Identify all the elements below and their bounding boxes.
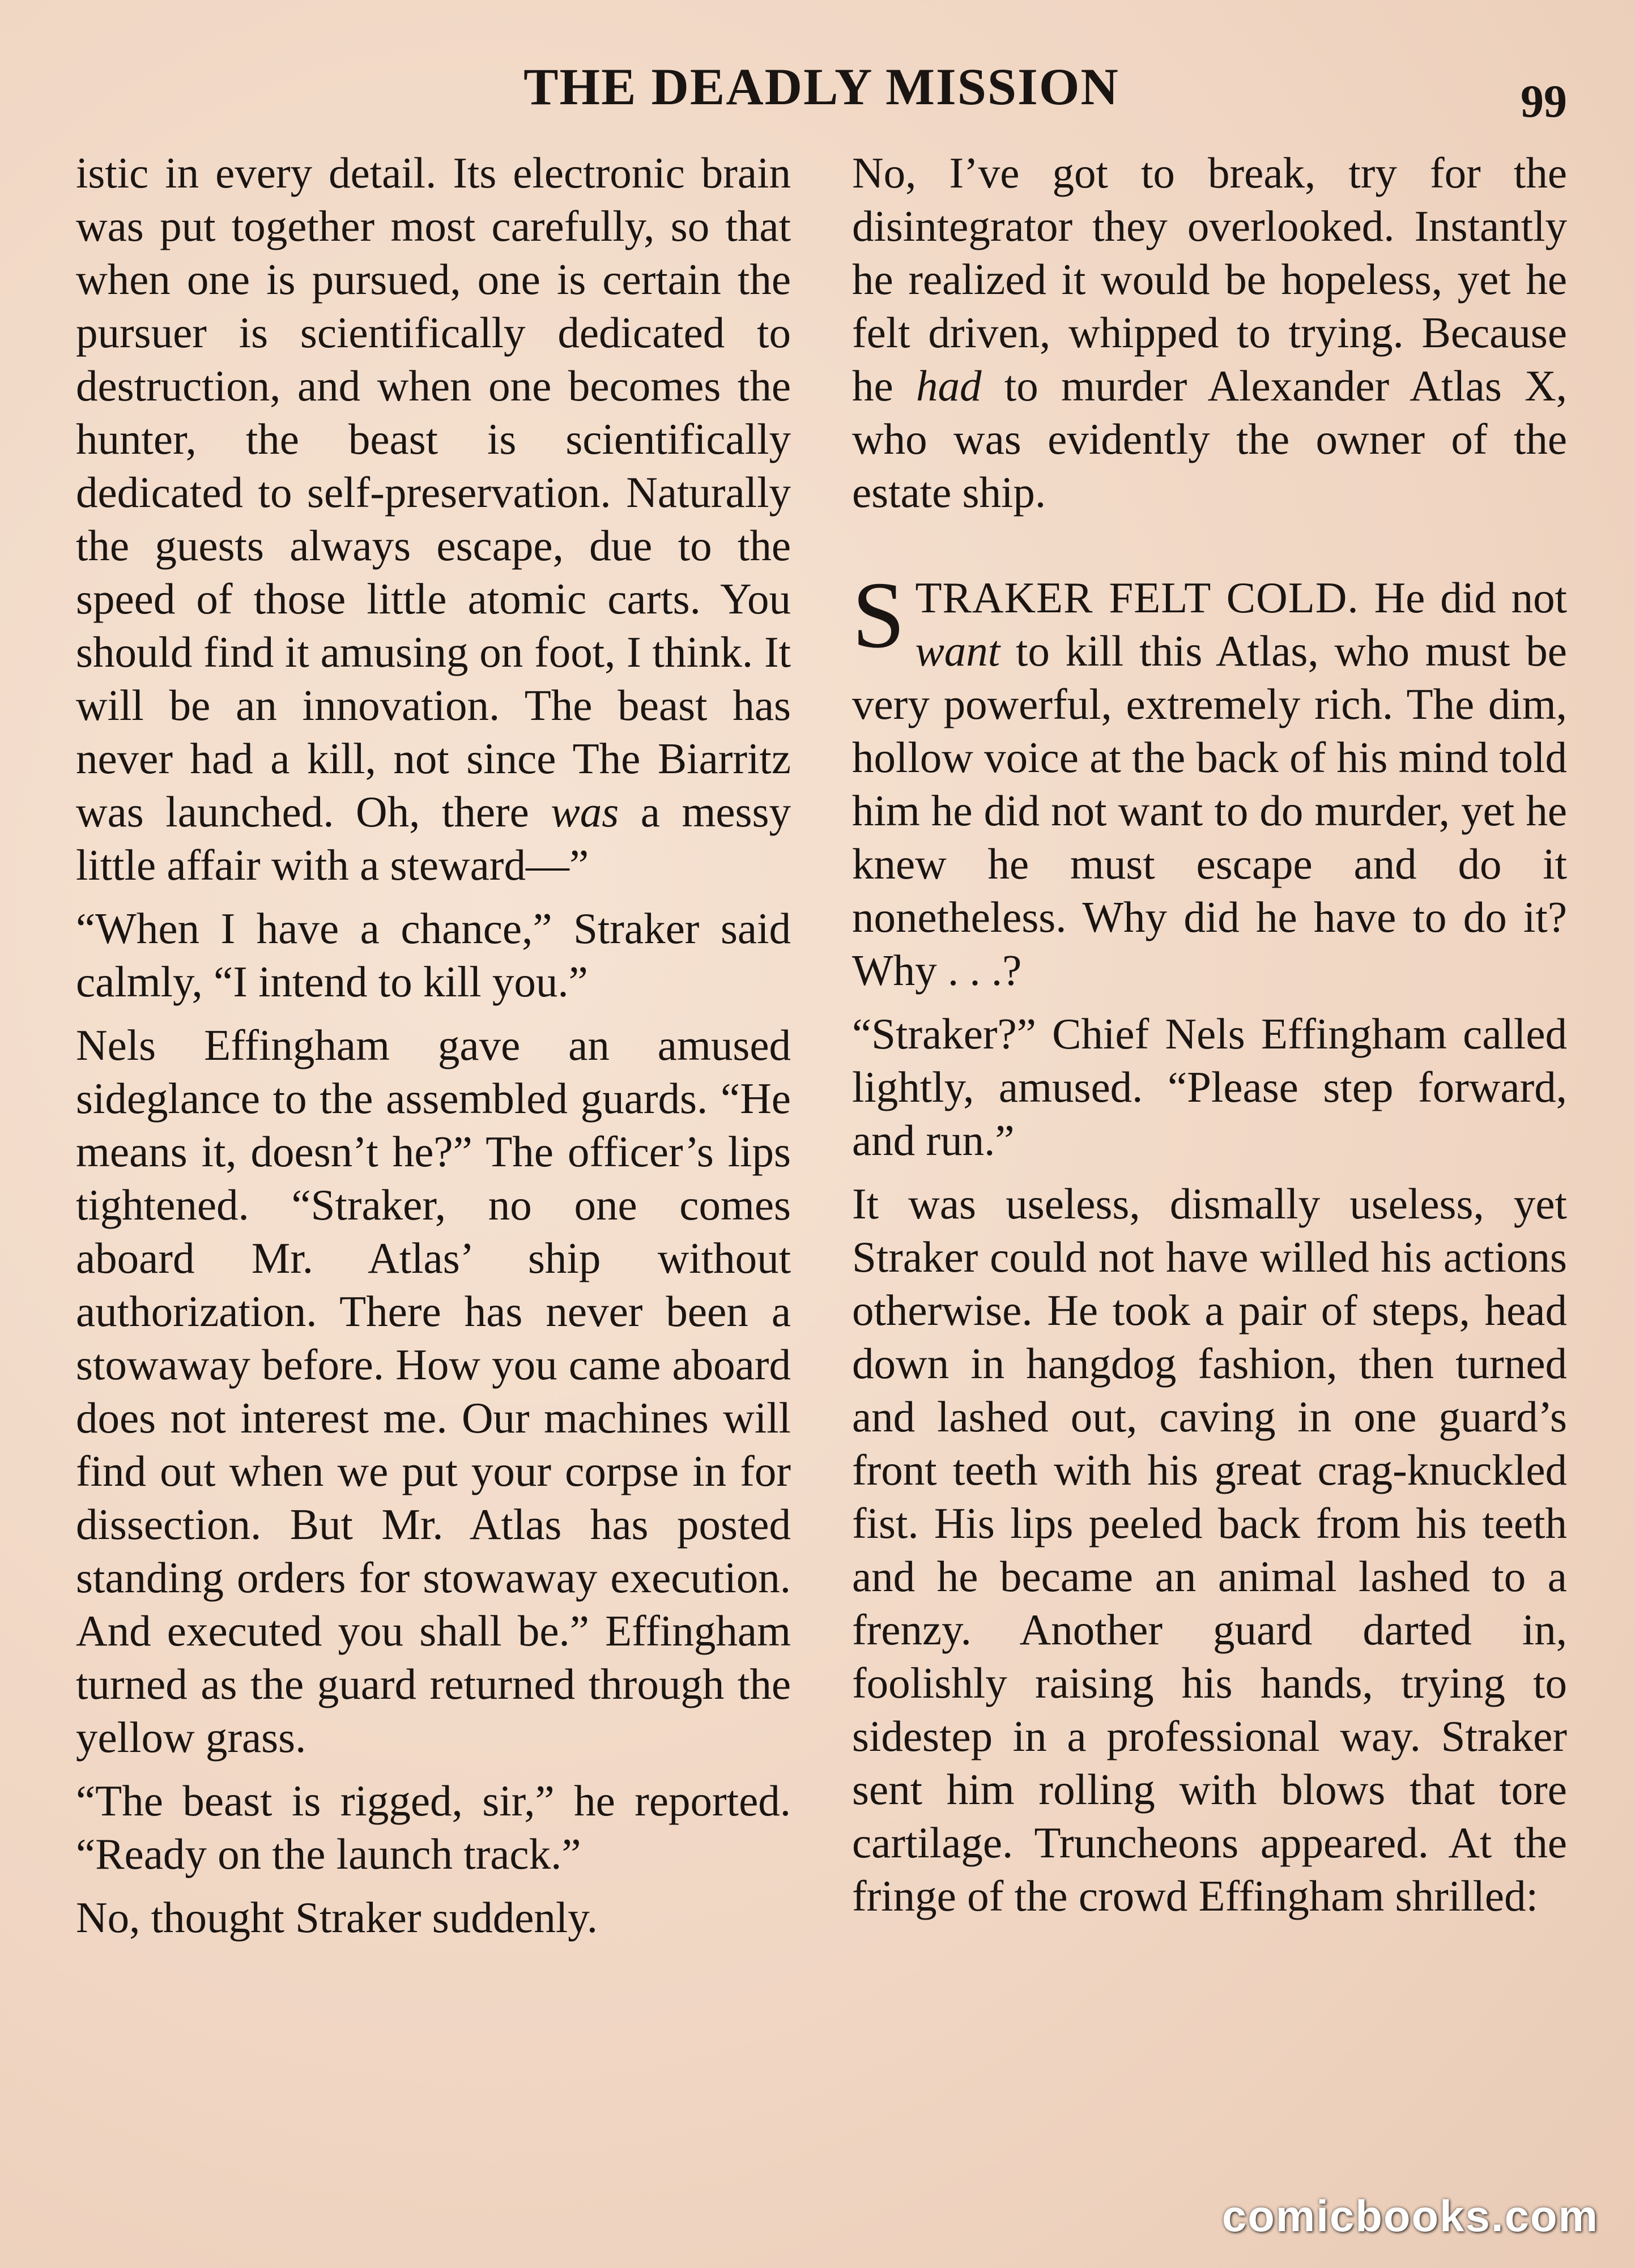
paragraph: No, thought Straker suddenly. — [76, 1893, 598, 1942]
paragraph: “Straker?” Chief Nels Effingham called lightly, amused. “Please step forward, and run.” — [852, 1009, 1567, 1165]
paragraph: Nels Effingham gave an amused sideglance to the assembled guards. “He means it, doesn’t he?” The officer’s lips tightened. “Straker, no one comes aboard Mr. Atlas’ ship without authorization. There has never been a stowaway before. How you came aboard does not interest me. Our machines will find out when we put your corpse in for dissection. But Mr. Atlas has posted standing orders for stowaway execution. And executed you shall be.” Effingham turned as the guard returned through the yellow grass. — [76, 1021, 791, 1762]
page-number: 99 — [1521, 75, 1567, 127]
drop-cap: S — [852, 562, 905, 668]
watermark: comicbooks.com — [1221, 2191, 1599, 2241]
paragraph: “When I have a chance,” Straker said calmly, “I intend to kill you.” — [76, 904, 791, 1006]
running-head-title: THE DEADLY MISSION — [523, 58, 1119, 116]
section-start-paragraph: STRAKER FELT COLD. He did not want to kill this Atlas, who must be very powerful, extremely rich. The dim, hollow voice at the back of his mind told him he did not want to do murder, yet he knew he must escape and do it nonetheless. Why did he have to do it? Why . . .? — [852, 562, 1567, 995]
left-column — [76, 146, 791, 2185]
paragraph: It was useless, dismally useless, yet Straker could not have willed his actions otherwise. He took a pair of steps, head down in hangdog fashion, then turned and lashed out, caving in one guard’s front teeth with his great crag-knuckled fist. His lips peeled back from his teeth and he became an animal lashed to a frenzy. Another guard darted in, foolishly raising his hands, trying to sidestep in a professional way. Straker sent him rolling with blows that tore cartilage. Truncheons appeared. At the fringe of the crowd Effingham shrilled: — [852, 1179, 1567, 1920]
paragraph: No, I’ve got to break, try for the disintegrator they overlooked. Instantly he realized it would be hopeless, yet he felt driven, whipped to trying. Because he had to murder Alexander Atlas X, who was evidently the owner of the estate ship. — [852, 148, 1567, 517]
paragraph: “The beast is rigged, sir,” he reported. “Ready on the launch track.” — [76, 1776, 791, 1878]
right-column — [852, 146, 1567, 2185]
paragraph: istic in every detail. Its electronic brain was put together most carefully, so that when one is pursued, one is certain the pursuer is scientifically dedicated to destruction, and when one becomes the hunter, the beast is scientifically dedicated to self-preservation. Naturally the guests always escape, due to the speed of those little atomic carts. You should find it amusing on foot, I think. It will be an innovation. The beast has never had a kill, not since The Biarritz was launched. Oh, there was a messy little affair with a steward—” — [76, 148, 791, 889]
